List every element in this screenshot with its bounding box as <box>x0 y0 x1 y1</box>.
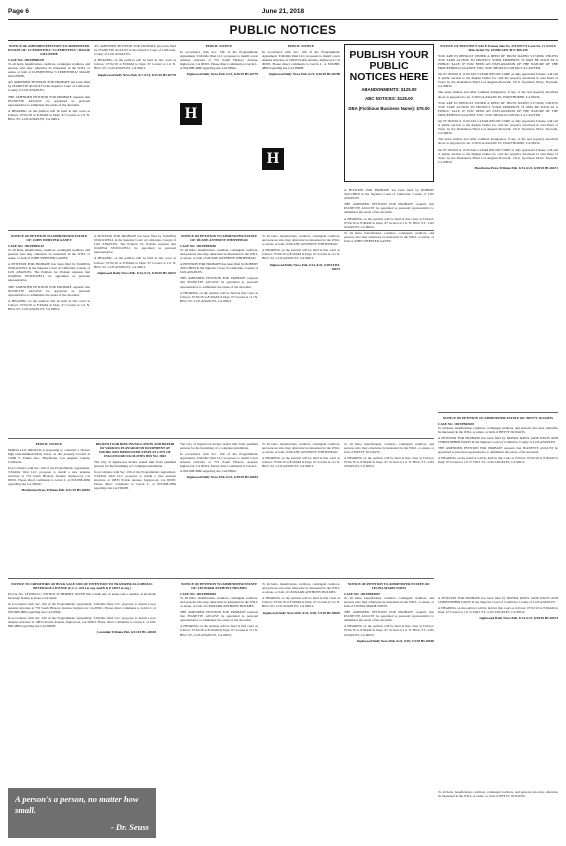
notice-amended-petition-cont <box>94 44 176 226</box>
header-rule <box>8 19 558 20</box>
notice-holmes <box>180 582 258 838</box>
filing-line: Inglewood Daily News Pub. 6/14, 6/21, 6/28/18 HI-26674 <box>479 616 558 621</box>
notice-paragraph: The street address and other common designation, if any, of the real property described above is purported to be: 11503 GLASGOW PL, HAWTHORNE, CA 90250. <box>438 137 558 146</box>
ad-headline: PUBLISH YOUR PUBLIC NOTICES HERE <box>349 49 429 83</box>
filing-line: Inglewood Daily News Pub. 6/21, 6/28, 7/5/18 HI-26695 <box>263 610 340 615</box>
notice-paragraph: A PETITION FOR PROBATE has been filed by ROBERT TOCCHINI in the Superior Court of California, County of LOS ANGELES. <box>344 188 434 201</box>
notice-paragraph: To all heirs, beneficiaries, creditors, contingent creditors, and persons who may otherwise be interested in the WILL or estate, or both of LEONARD ANTHONY HOLMES. <box>180 595 258 608</box>
notice-paragraph: THE AMENDED PETITION FOR PROBATE requests that JEANETTE AUGUST be appointed as personal representative to administer the estate of the decedent. <box>180 276 258 289</box>
quote-text: A person's a person, no matter how small. <box>15 794 139 815</box>
notice-paragraph: To all heirs, beneficiaries, creditors, contingent creditors, and persons who may otherwise be interested in the WILL or estate, or both of CLEMENTINA "CLEMENTINA" MAGIE GILLESPIE. <box>8 61 90 79</box>
section-title: PUBLIC NOTICES <box>229 23 337 37</box>
case-number: CASE NO. 18STPB03045 <box>438 421 474 426</box>
notice-betty-davis-cont <box>438 596 558 786</box>
filing-line: Hawthorne Press Tribune Pub. 6/14, 6/21, 6/28/18 HI-26671 <box>474 165 558 170</box>
notice-whitehead-cont <box>262 234 340 434</box>
publish-notices-ad <box>344 44 434 182</box>
notice-paragraph: A PETITION FOR PROBATE has been filed by ROBERT TOCCHINI in the Superior Court of California, County of LOS ANGELES. <box>180 262 258 275</box>
notice-title: NOTICE OF PETITION TO ADMINISTER ESTATE OF: LEONARD ANTHONY HOLMES <box>180 582 258 591</box>
notice-paragraph: AN AMENDED PETITION FOR PROBATE has been filed by JEANETTE AUGUST in the Superior Court of California, County of LOS ANGELES. <box>8 80 90 93</box>
filing-line: Lawndale Tribune Pub. 6/21/18 HL-26694 <box>96 630 156 635</box>
case-number: CASE NO. 18STPB04007 <box>344 591 380 596</box>
notice-tmobile-prairie <box>262 44 340 128</box>
notice-paragraph: A HEARING on the petition will be held in this court as follows: 07/02/18 at 8:30AM in Dept. 67 located at 111 N. HILL ST., LOS ANGELES, CA 90012. <box>180 624 258 637</box>
notice-leona-davis <box>344 582 434 838</box>
notice-paragraph: The City of Inglewood invites sealed bids from qualified persons for the furnishing of a complete installation. <box>94 459 176 468</box>
notice-paragraph: In accordance with Sec. 106 of the Programmatic Agreement, T-Mobile West LLC proposes to install a new antenna structure at 753 South Hickory Avenue, Inglewood, CA 90301. Please direct comments to Gavin L. at 818-898-4866 regarding site LA13964C. <box>180 452 258 473</box>
notice-paragraph: To all heirs, beneficiaries, creditors, contingent creditors, and persons who may otherwise be interested in the WILL or estate, or both of JOHN WEBSTER GANEY. <box>344 230 434 244</box>
filing-line: Inglewood Daily News Pub. 6/21, 6/28, 7/5/18 HI-26696 <box>357 638 434 643</box>
notice-paragraph: On 07/18/2018 at 11:00 AM, CLEAR RECON CORP, as duly appointed Trustee, will sell at public auction to the highest bidder for cash the property described in said Deed of Trust, by the Doubletree Hotel Los Angeles-Norwalk, 13111 Sycamore Drive, Norwalk, CA 90650. <box>438 147 558 164</box>
ad-price-dba: DBA (Fictitious Business Name): $75.00 <box>348 105 430 111</box>
notice-title: NOTICE OF PETITION TO ADMINISTER ESTATE OF: BETTY JO DAVIS <box>442 416 554 420</box>
notice-ganey <box>8 234 90 434</box>
notice-paragraph: In accordance with Sec. 106 of the Programmatic Agreement, T-Mobile West LLC proposes to install a new antenna structure at 753 South Hickory Avenue, Inglewood, CA 90301. Please direct comments to Gavin L. at 818-898-4866 regarding site LA13964C. <box>180 49 258 70</box>
notice-trustee-sale <box>438 44 558 409</box>
notice-tower <box>8 442 90 574</box>
row-divider <box>8 578 434 579</box>
notice-bulk-sale <box>8 582 156 782</box>
notice-paragraph: A HEARING on the petition will be held in this court as follows: 07/02/18 at 8:30AM in Dept. 67 located at 111 N. HILL ST., LOS ANGELES, CA 90012. <box>94 256 176 269</box>
filing-line: Inglewood Daily News Pub. 6/14, 6/21, 6/28/18 HI-26673 <box>269 262 340 271</box>
notice-paragraph: To all heirs, beneficiaries, creditors, contingent creditors, and persons who may otherwise be interested in the WILL or estate, or both of LEONARD ANTHONY HOLMES. <box>262 582 340 595</box>
notice-paragraph: A HEARING on the petition will be held in this court as follows: 07/02/18 at 8:30AM in Dept. 67 located at 111 N. HILL ST., LOS ANGELES, CA 90012. <box>438 606 558 615</box>
notice-paragraph: A HEARING on the petition will be held in this court as follows: 07/02/18 at 8:30AM in Dept. 67 located at 111 N. HILL ST., LOS ANGELES, CA 90012. <box>8 108 90 121</box>
filing-line: Inglewood Daily News Pub. 6/14, 6/21, 6/28/18 HI-26672 <box>97 270 176 275</box>
notice-paragraph: THE AMENDED PETITION FOR PROBATE requests that JEANETTE AUGUST be appointed as personal representative to administer the estate of the decedent. <box>8 284 90 297</box>
notice-request-bids-cont <box>180 442 258 574</box>
filing-line: Inglewood Daily News Pub. 6/21, 6/26/18 HI-26780 <box>268 72 340 77</box>
filing-line: Inglewood Daily News Pub. 6/21, 6/26/18 HI-26779 <box>186 72 258 77</box>
filing-line: Hawthorne Press Tribune Pub. 6/21/18 HI-26692 <box>21 488 90 493</box>
notice-paragraph: YOU ARE IN DEFAULT UNDER A DEED OF TRUST DATED 5/17/2006. UNLESS YOU TAKE ACTION TO PROTECT YOUR PROPERTY, IT MAY BE SOLD AT A PUBLIC SALE. IF YOU NEED AN EXPLANATION OF THE NATURE OF THE PROCEEDINGS AGAINST YOU, YOU SHOULD CONTACT A LAWYER. <box>438 53 558 70</box>
notice-paragraph: A PETITION FOR PROBATE has been filed by DONNA DAVIS JANE DAVIS AND CHRISTOPHER DAVIS in the Superior Court of California, County of LOS ANGELES. <box>438 596 558 605</box>
notice-title: NOTICE OF PETITION TO ADMINISTER ESTATE OF: JOHN WEBSTER GANEY <box>10 234 88 243</box>
notice-paragraph: To all heirs, beneficiaries, creditors, contingent creditors, and persons who may otherwise be interested in the WILL or estate, or both of BETTY JO DAVIS. <box>438 790 558 799</box>
quote-author: - Dr. Seuss <box>110 822 149 832</box>
notice-paragraph: To all heirs, beneficiaries, creditors, contingent creditors, and persons who may otherwise be interested in the WILL or estate, or both of BETTY JO DAVIS. <box>344 442 434 455</box>
notice-filler-col <box>262 442 340 574</box>
notice-paragraph: THE AMENDED PETITION FOR PROBATE requests that JEANETTE AUGUST be appointed as personal representative to administer the estate of the decedent. <box>344 202 434 215</box>
notice-paragraph: In accordance with Sec. 106 of the Programmatic Agreement, T-Mobile West LLC proposes to install a new antenna structure at 10833 Prairie Avenue, Inglewood, CA 90303. Please direct comments to Gavin L. at 818-898-4866 regarding site LA13990H. <box>8 616 156 629</box>
page-header <box>8 6 558 18</box>
notice-paragraph: A PETITION FOR PROBATE has been filed by JOANNA STOCKWELL in the Superior Court of California, County of LOS ANGELES. The Petition for Probate requests that JOANNA STOCKWELL be appointed as personal representative. <box>8 262 90 283</box>
notice-paragraph: The street address and other common designation, if any, of the real property described above is purported to be: 11503 GLASGOW PL, HAWTHORNE, CA 90250. <box>438 90 558 99</box>
notice-title: NOTICE OF PETITION TO ADMINISTER ESTATE OF: DUANE ANTHONY WHITEHEAD <box>180 234 258 243</box>
notice-paragraph: In accordance with Sec. 106 of the Programmatic Agreement, T-Mobile West LLC proposes to install a new antenna structure at 10833 Prairie Avenue, Inglewood, CA 90303. Please direct comments to Gavin L. at 818-898-4866 regarding site LA13990H. <box>262 49 340 70</box>
notice-whitehead-cont-2 <box>344 188 434 434</box>
notice-paragraph: To all heirs, beneficiaries, creditors, contingent creditors, and persons who may otherwise be interested in the WILL or estate, or both of BETTY JO DAVIS. <box>438 425 558 434</box>
notice-paragraph: YOU ARE IN DEFAULT UNDER A DEED OF TRUST DATED 5/17/2006. UNLESS YOU TAKE ACTION TO PROTECT YOUR PROPERTY, IT MAY BE SOLD AT A PUBLIC SALE. IF YOU NEED AN EXPLANATION OF THE NATURE OF THE PROCEEDINGS AGAINST YOU, YOU SHOULD CONTACT A LAWYER. <box>438 100 558 117</box>
notice-paragraph: To all heirs, beneficiaries, creditors, contingent creditors, and persons who may otherwise be interested in the WILL or estate, or both of DUANE ANTHONY WHITEHEAD. <box>262 442 340 455</box>
notice-request-bids <box>94 442 176 574</box>
notice-whitehead <box>180 234 258 434</box>
notice-paragraph: A HEARING on the petition will be held in this court as follows: 07/02/18 at 8:30AM in Dept. 67 located at 111 N. HILL ST., LOS ANGELES, CA 90012. <box>262 596 340 609</box>
row-divider <box>8 438 434 439</box>
notice-betty-davis <box>438 416 558 596</box>
notice-paragraph: On 07/18/2018 at 11:00 AM, CLEAR RECON CORP, as duly appointed Trustee, will sell at public auction to the highest bidder for cash the property described in said Deed of Trust, by the Doubletree Hotel Los Angeles-Norwalk, 13111 Sycamore Drive, Norwalk, CA 90650. <box>438 72 558 89</box>
notice-paragraph: MARIA LUZ OROZCO is proposing to construct a 56-foot high telecommunications tower on the property located at 11600 S. Prairie Ave., Hawthorne, Los Angeles County, California. <box>8 447 90 464</box>
issue-date: June 21, 2018 <box>261 8 305 15</box>
notice-paragraph: In accordance with Sec. 106 of the Programmatic Agreement, T-Mobile West LLC proposes to install a new antenna structure at 10833 Prairie Avenue, Inglewood, CA 90303. Please direct comments to Gavin L. at 818-898-4866 regarding site LA13990H. <box>94 470 176 491</box>
notice-title: NOTICE OF AMENDED PETITION TO ADMINISTER ESTATE OF: CLEMENTINA "CLEMENTINA" MAGIE GILLESPIE <box>8 44 90 57</box>
notice-paragraph: A HEARING on the petition will be held in this court as follows: 07/02/18 at 8:30AM in Dept. 67 located at 111 N. HILL ST., LOS ANGELES, CA 90012. <box>8 298 90 311</box>
notice-holmes-cont <box>262 582 340 838</box>
notice-paragraph: To all heirs, beneficiaries, creditors, contingent creditors, and persons who may otherwise be interested in the WILL or estate, or both of LEONA MARIE DAVIS. <box>344 595 434 608</box>
title-rule <box>8 40 558 41</box>
notice-title: PUBLIC NOTICE <box>35 442 63 446</box>
notice-trailing-col <box>438 790 558 838</box>
case-number: CASE NO. 18STPB00478 <box>8 57 44 62</box>
notice-title: NOTICE OF TRUSTEE'S SALE Trustee Sale No. 219-097772 Loan No. 17-XXXX Title Order No. 615586 APN 4017-006-016 <box>440 44 556 53</box>
quote-box <box>8 788 156 838</box>
notice-paragraph: THE AMENDED PETITION FOR PROBATE requests that JEANETTE AUGUST be appointed as personal representative to administer the estate of the decedent. <box>180 610 258 623</box>
notice-ganey-cont <box>94 234 176 434</box>
ad-price-abc: ABC NOTICES: $125.00 <box>365 96 413 102</box>
case-number: CASE NO. 18STPB03110 <box>8 243 44 248</box>
notice-title: PUBLIC NOTICE <box>205 44 233 48</box>
notice-amended-petition <box>8 44 90 226</box>
notice-paragraph: A PETITION FOR PROBATE has been filed by JOANNA STOCKWELL in the Superior Court of California, County of LOS ANGELES. The Petition for Probate requests that JOANNA STOCKWELL be appointed as personal representative. <box>94 234 176 255</box>
case-number: CASE NO. 18STPB04003 <box>180 591 216 596</box>
ad-price-abandonment: ABANDONMENTS: $125.00 <box>361 87 417 92</box>
notice-paragraph: On 07/18/2018 at 11:00 AM, CLEAR RECON CORP, as duly appointed Trustee, will sell at public auction to the highest bidder for cash the property described in said Deed of Trust, by the Doubletree Hotel Los Angeles-Norwalk, 13111 Sycamore Drive, Norwalk, CA 90650. <box>438 119 558 136</box>
notice-filler-col-2 <box>344 442 434 574</box>
notice-paragraph: A HEARING on the petition will be held in this court as follows: 07/02/18 at 8:30AM in Dept. 67 located at 111 N. HILL ST., LOS ANGELES, CA 90012. <box>438 456 558 465</box>
notice-paragraph: The City of Inglewood invites sealed bids from qualified persons for the furnishing of a complete installation. <box>180 442 258 451</box>
notice-title: REQUEST FOR BIDS INSTALLATION AND REPAIR OF VARIOUS PLAYGROUND EQUIPMENT AT DOORS AND MEDICOVER STEPS AT CITY OF INGLEWOOD FACILITIES BID NO. 1803 <box>95 442 175 459</box>
notice-paragraph: THE AMENDED PETITION FOR PROBATE requests that JEANETTE AUGUST be appointed as personal representative to administer the estate of the decedent. <box>8 94 90 107</box>
filing-line: Ingalswood Daily News Pub. 6/7, 6/14, 6/21/18 HI-26778 <box>97 72 176 77</box>
notice-paragraph: THE AMENDED PETITION FOR PROBATE requests that JEANETTE AUGUST be appointed as personal representative to administer the estate of the decedent. <box>438 446 558 455</box>
row-divider <box>438 412 558 413</box>
filing-line: Inglewood Daily News Pub. 6/21, 6/28/18 HI-26693 <box>186 474 258 479</box>
notice-paragraph: To all heirs, beneficiaries, creditors, contingent creditors, and persons who may otherwise be interested in the WILL or estate, or both of DUANE ANTHONY WHITEHEAD. <box>180 247 258 260</box>
notice-title: PUBLIC NOTICE <box>287 44 315 48</box>
notice-paragraph: Escrow No. 18-0593-CC. NOTICE IS HEREBY GIVEN that a bulk sale of assets and a transfer of alcoholic beverage license is about to be made. <box>8 591 156 600</box>
case-number: CASE NO. 18STPB03050 <box>180 243 216 248</box>
notice-paragraph: A HEARING on the petition will be held in this court as follows: 07/02/18 at 8:30AM in Dept. 67 located at 111 N. HILL ST., LOS ANGELES, CA 90012. <box>180 290 258 303</box>
notice-paragraph: THE AMENDED PETITION FOR PROBATE requests that JEANETTE AUGUST be appointed as personal representative to administer the estate of the decedent. <box>344 610 434 623</box>
notice-paragraph: A PETITION FOR PROBATE has been filed by DONNA DAVIS JANE DAVIS AND CHRISTOPHER DAVIS in the Superior Court of California, County of LOS ANGELES. <box>438 435 558 444</box>
notice-title: NOTICE OF PETITION TO ADMINISTER ESTATE OF: LEONA MARIE DAVIS <box>347 582 431 591</box>
notice-paragraph: A HEARING on the petition will be held in this court as follows: 07/02/18 at 8:30AM in Dept. 67 located at 111 N. HILL ST., LOS ANGELES, CA 90012. <box>344 624 434 637</box>
notice-paragraph: A HEARING on the petition will be held in this court as follows: 07/02/18 at 8:30AM in Dept. 67 located at 111 N. HILL ST., LOS ANGELES, CA 90012. <box>344 456 434 469</box>
notice-paragraph: To all heirs, beneficiaries, creditors, contingent creditors, and persons who may otherwise be interested in the WILL or estate, or both of DUANE ANTHONY WHITEHEAD. <box>262 234 340 247</box>
notice-paragraph: A HEARING on the petition will be held in this court as follows: 07/02/18 at 8:30AM in Dept. 67 located at 111 N. HILL ST., LOS ANGELES, CA 90012. <box>94 58 176 71</box>
notice-paragraph: To all heirs, beneficiaries, creditors, contingent creditors, and persons who may otherwise be interested in the WILL or estate, or both of JOHN WEBSTER GANEY. <box>8 247 90 260</box>
publisher-logo-icon: H <box>262 148 284 170</box>
notice-paragraph: In accordance with Sec. 106 of the Programmatic Agreement, T-Mobile West LLC proposes to install a new antenna structure at 753 South Hickory Avenue, Inglewood, CA 90301. Please direct comments to Gavin L. at 818-898-4866 regarding site LA13964C. <box>8 601 156 615</box>
notice-paragraph: A HEARING on the petition will be held in this court as follows: 07/02/18 at 8:30AM in Dept. 67 located at 111 N. HILL ST., LOS ANGELES, CA 90012. <box>262 248 340 261</box>
notice-paragraph: A HEARING on the petition will be held in this court as follows: 07/02/18 at 8:30AM in Dept. 67 located at 111 N. HILL ST., LOS ANGELES, CA 90012. <box>344 216 434 229</box>
notice-paragraph: AN AMENDED PETITION FOR PROBATE has been filed by JEANETTE AUGUST in the Superior Court of California, County of LOS ANGELES. <box>94 44 176 57</box>
notice-paragraph: A HEARING on the petition will be held in this court as follows: 07/02/18 at 8:30AM in Dept. 67 located at 111 N. HILL ST., LOS ANGELES, CA 90012. <box>262 456 340 469</box>
publisher-logo-icon: H <box>180 103 202 125</box>
page-number: Page 6 <box>8 8 29 15</box>
notice-paragraph: In accordance with Sec. 106 of the Programmatic Agreement, T-Mobile West LLC proposes to install a new antenna structure at 753 South Hickory Avenue, Inglewood, CA 90301. Please direct comments to Gavin L. at 818-898-4866 regarding site LA13964C. <box>8 465 90 487</box>
notice-title: NOTICE TO CREDITORS OF BULK SALE AND OF INTENTION TO TRANSFER ALCOHOLIC BEVERAGE LICENSE (U.C.C. 6101 et seq. and B & P 24073 et seq.) <box>11 582 153 591</box>
